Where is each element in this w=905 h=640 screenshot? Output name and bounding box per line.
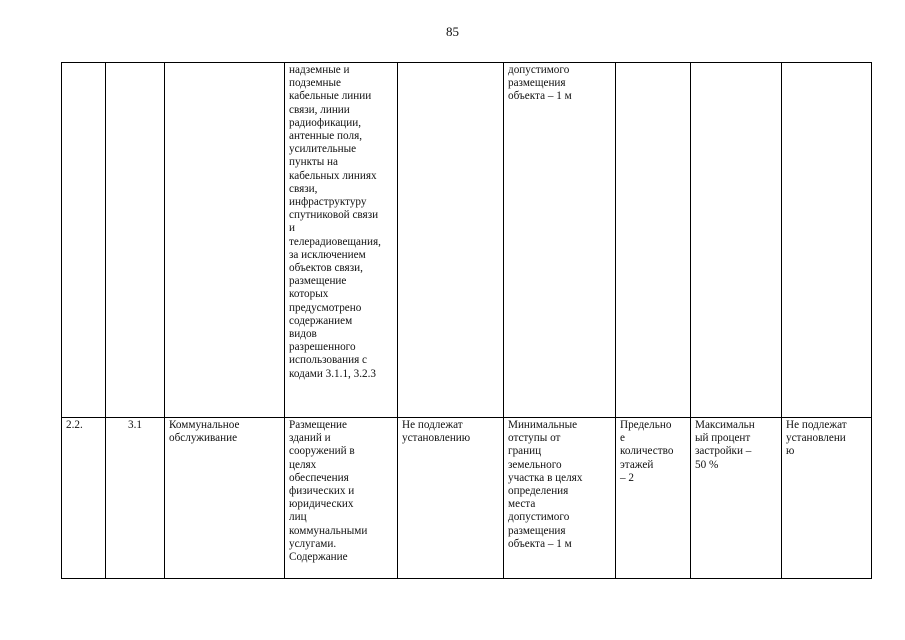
table-cell-floors — [616, 63, 691, 418]
table-cell-number: 2.2. — [62, 418, 106, 579]
page-number: 85 — [446, 24, 459, 39]
table-cell-description: Размещение зданий и сооружений в целях обеспечения физических и юридических лиц коммунальными услугами. Содержание — [285, 418, 398, 579]
table-cell-use-name: Коммунальное обслуживание — [165, 418, 285, 579]
table-cell-code — [106, 63, 165, 418]
table-cell-setbacks: Минимальные отступы от границ земельного участка в целях определения места допустимого размещения объекта – 1 м — [504, 418, 616, 579]
table-cell-number — [62, 63, 106, 418]
table-cell-area-limits: Не подлежат установлению — [398, 418, 504, 579]
table-cell-setbacks: допустимого размещения объекта – 1 м — [504, 63, 616, 418]
regulations-table — [61, 62, 872, 579]
table-row — [62, 418, 872, 579]
table-cell-floors: Предельно е количество этажей – 2 — [616, 418, 691, 579]
table-cell-use-name — [165, 63, 285, 418]
table-cell-other — [782, 63, 872, 418]
table-cell-other: Не подлежат установлени ю — [782, 418, 872, 579]
table-cell-coverage: Максимальн ый процент застройки – 50 % — [691, 418, 782, 579]
table-cell-area-limits — [398, 63, 504, 418]
table-cell-coverage — [691, 63, 782, 418]
table-row — [62, 63, 872, 418]
table-cell-description: надземные и подземные кабельные линии связи, линии радиофикации, антенные поля, усилительные пункты на кабельных линиях связи, инфраструктуру спутниковой связи и телерадиовещания, за исключением объектов связи, размещение которых предусмотрено содержанием видов разрешенного использования с кодами 3.1.1, 3.2.3 — [285, 63, 398, 418]
table-cell-code: 3.1 — [106, 418, 165, 579]
